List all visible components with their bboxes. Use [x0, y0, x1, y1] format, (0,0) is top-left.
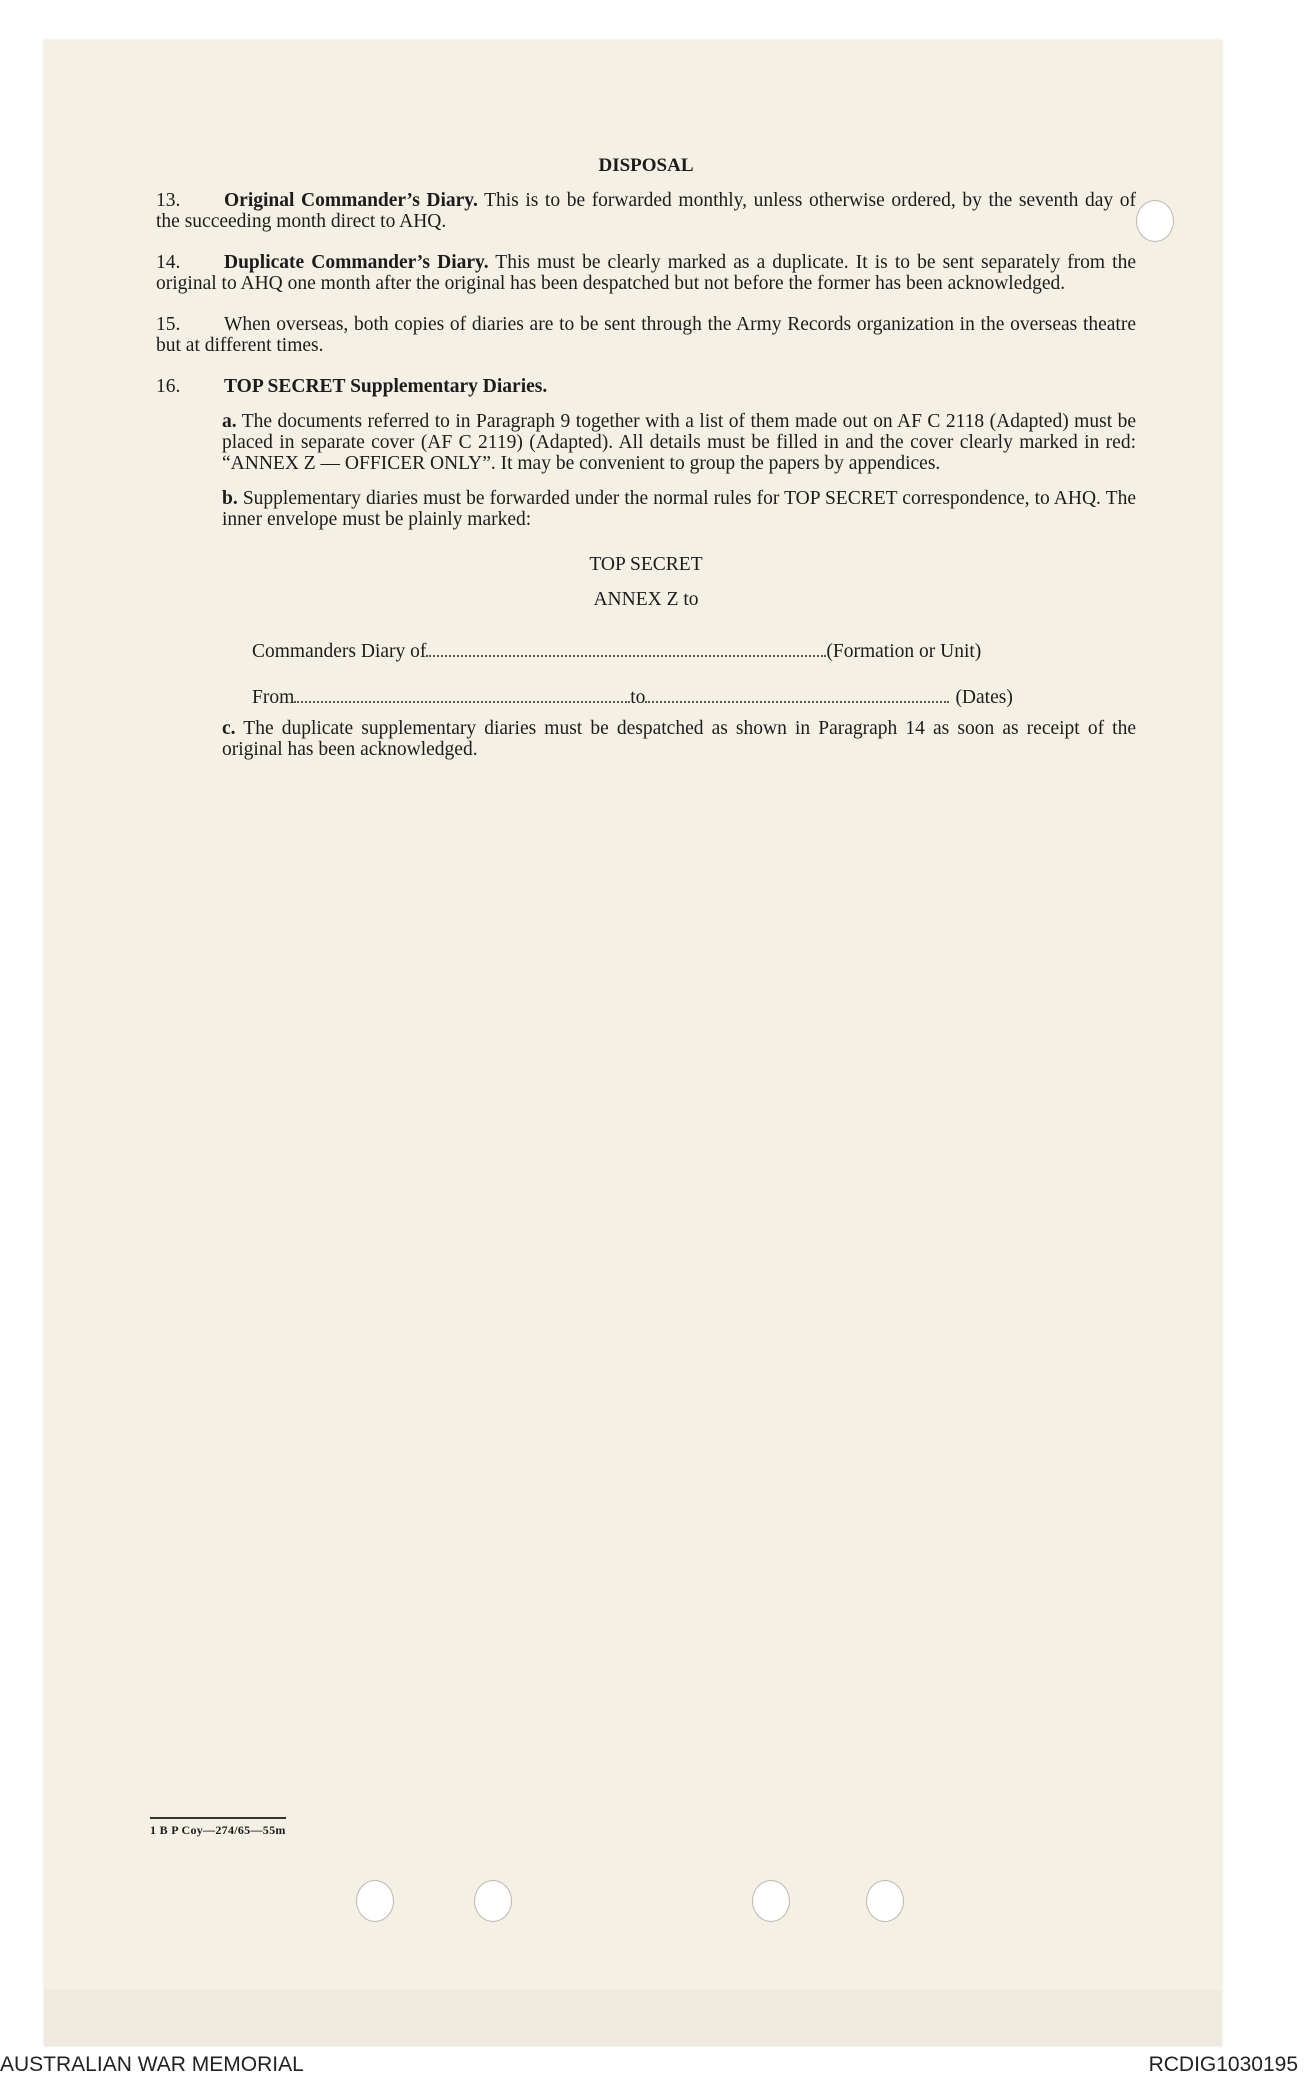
- form-line-dates: [252, 686, 1136, 708]
- page-shadow-strip: [44, 1990, 1222, 2046]
- paragraph-text: This is to be forwarded monthly, unless otherwise ordered, by the seventh day of the succeeding month direct to AHQ.: [156, 190, 1137, 232]
- punch-hole-bottom-3: [752, 1880, 790, 1922]
- form-label-from: From: [252, 687, 295, 708]
- fill-in-line: [426, 640, 826, 657]
- printer-imprint: 1 B P Coy—274/65—55m: [150, 1817, 286, 1838]
- subparagraph-label: c.: [222, 718, 236, 739]
- paragraph-heading: Original Commander’s Diary.: [224, 190, 478, 211]
- section-title: DISPOSAL: [598, 155, 694, 176]
- subparagraph-text: The duplicate supplementary diaries must be despatched as shown in Paragraph 14 as soon as receipt of the original has been acknowledged.: [222, 718, 1136, 760]
- form-suffix-dates: (Dates): [955, 687, 1013, 708]
- form-label-diary: Commanders Diary of: [252, 641, 427, 662]
- paragraph-13: [156, 190, 1136, 232]
- fill-in-line: [645, 686, 949, 703]
- paragraph-number: 13.: [156, 190, 181, 211]
- paragraph-number: 16.: [156, 376, 181, 397]
- subparagraph-label: a.: [222, 411, 237, 432]
- fill-in-line: [294, 686, 630, 703]
- paragraph-heading: TOP SECRET Supplementary Diaries.: [224, 376, 548, 397]
- paragraph-number: 15.: [156, 314, 181, 335]
- subparagraph-text: The documents referred to in Paragraph 9 together with a list of them made out on AF C 2118 (Adapted) must be placed in separate cover (AF C 2119) (Adapted). All details must be filled in and the cover clearly marked in red: “ANNEX Z — OFFICER ONLY”. It may be convenient to group the papers by appendices.: [222, 411, 1136, 474]
- document-body: [156, 155, 1136, 774]
- subparagraph-text: Supplementary diaries must be forwarded under the normal rules for TOP SECRET correspondence, to AHQ. The inner envelope must be plainly marked:: [222, 488, 1136, 530]
- subparagraph-label: b.: [222, 488, 238, 509]
- paragraph-text: This must be clearly marked as a duplicate. It is to be sent separately from the original to AHQ one month after the original has been despatched but not before the former has been acknowledged.: [156, 252, 1136, 294]
- paragraph-16: [156, 376, 1136, 397]
- paragraph-14: [156, 252, 1136, 294]
- form-line-diary: [252, 640, 1136, 662]
- form-suffix-formation: (Formation or Unit): [826, 641, 982, 662]
- punch-hole-bottom-1: [356, 1880, 394, 1922]
- envelope-marking-annex-z: ANNEX Z to: [593, 589, 699, 610]
- punch-hole-right: [1136, 200, 1174, 242]
- paragraph-15: [156, 314, 1136, 356]
- paragraph-text: When overseas, both copies of diaries are to be sent through the Army Records organization in the overseas theatre but at different times.: [156, 314, 1136, 356]
- archive-caption-right: RCDIG1030195: [1148, 2053, 1298, 2076]
- form-label-to: to: [630, 687, 646, 708]
- envelope-marking-top-secret: TOP SECRET: [589, 554, 703, 575]
- paragraph-heading: Duplicate Commander’s Diary.: [224, 252, 489, 273]
- punch-hole-bottom-2: [474, 1880, 512, 1922]
- subparagraph-c: [222, 718, 1136, 760]
- subparagraph-a: [222, 411, 1136, 474]
- paragraph-number: 14.: [156, 252, 181, 273]
- subparagraph-b: [222, 488, 1136, 530]
- archive-caption-left: AUSTRALIAN WAR MEMORIAL: [0, 2053, 304, 2076]
- punch-hole-bottom-4: [866, 1880, 904, 1922]
